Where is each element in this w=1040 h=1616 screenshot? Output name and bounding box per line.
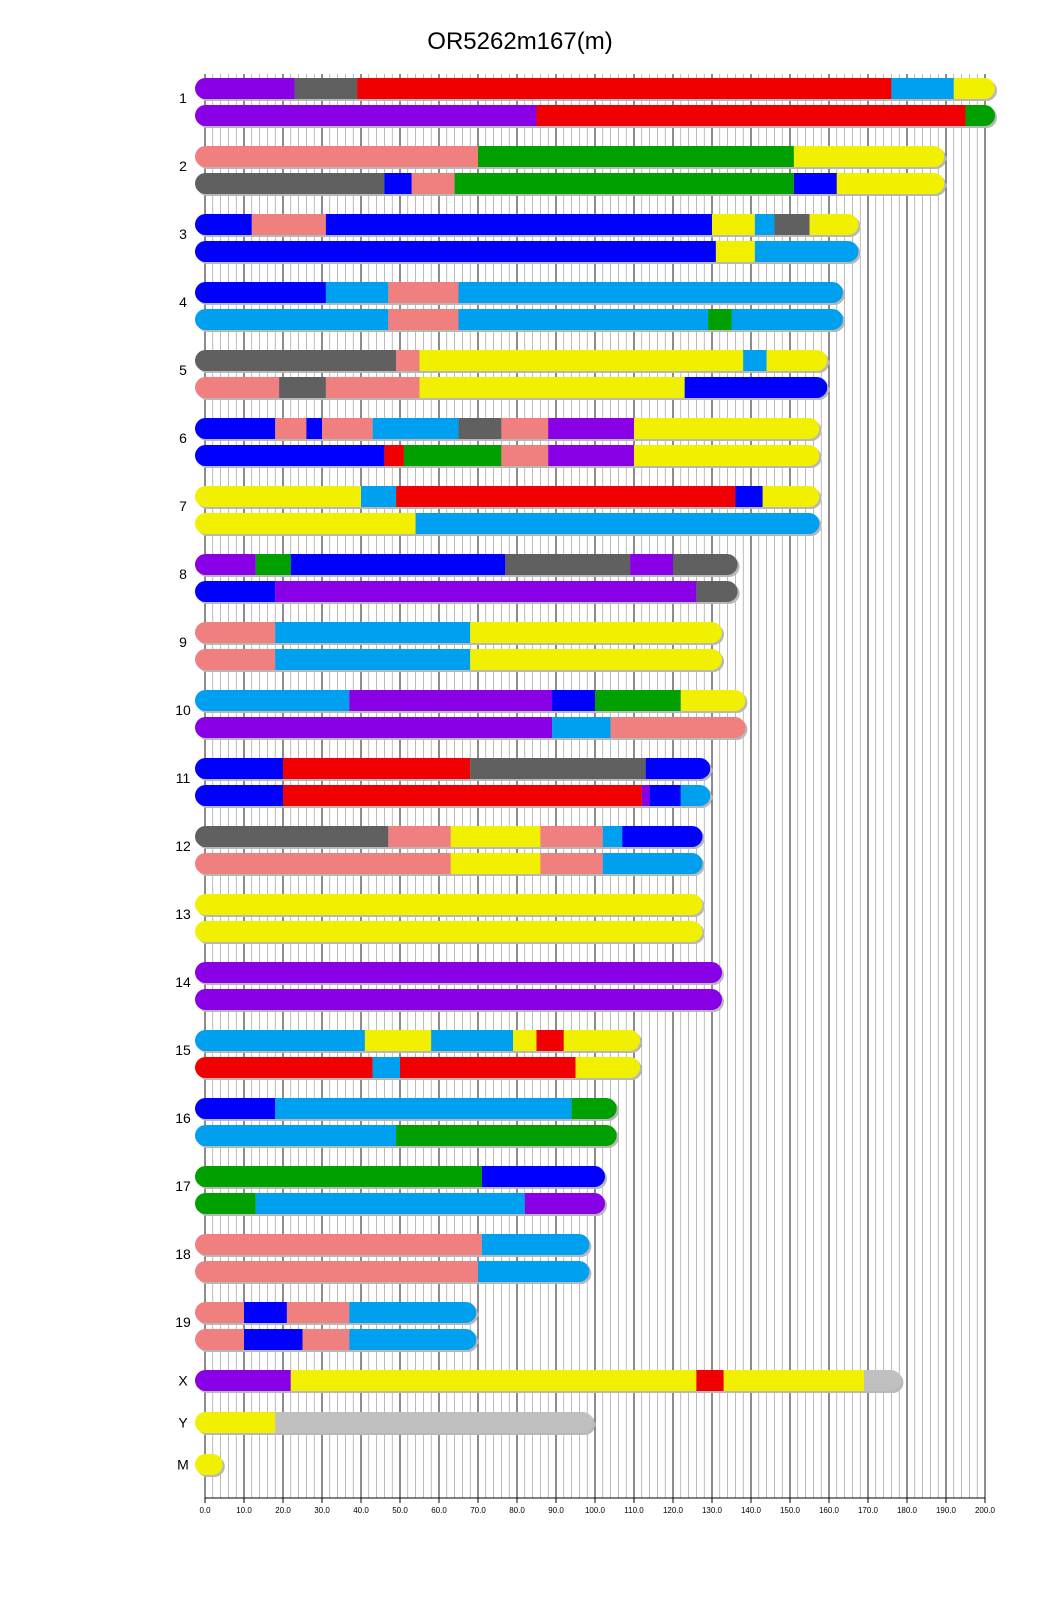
ancestry-segment [349,1302,476,1323]
haplotype-bar [195,1261,589,1282]
chromosome-label: Y [178,1414,188,1431]
ancestry-segment [954,78,995,99]
ancestry-segment [735,486,762,507]
ancestry-segment [295,78,357,99]
ancestry-segment [470,758,646,779]
ancestry-segment [275,649,470,670]
haplotype-bar [195,758,710,779]
ancestry-segment [252,214,326,235]
ancestry-segment [283,785,642,806]
haplotype-bar [195,146,944,167]
ancestry-segment [195,1261,478,1282]
ancestry-segment [195,146,478,167]
ancestry-segment [537,105,966,126]
haplotype-bar [195,962,722,983]
ancestry-segment [685,377,828,398]
ancestry-segment [724,1370,864,1391]
ancestry-segment [195,1057,373,1078]
ancestry-segment [708,309,731,330]
ancestry-segment [195,241,716,262]
haplotype-bar [195,649,722,670]
ancestry-segment [552,717,611,738]
haplotype-bar [195,173,944,194]
chromosome-label: 11 [175,770,191,786]
ancestry-segment [275,1098,571,1119]
ancestry-segment [412,173,455,194]
ancestry-segment [712,214,755,235]
ancestry-segment [306,418,322,439]
ancestry-segment [755,241,859,262]
chromosome-label: 10 [175,702,191,718]
ancestry-segment [256,1193,525,1214]
ancestry-segment [275,1412,593,1433]
ancestry-segment [451,853,541,874]
ancestry-segment [195,1302,244,1323]
ancestry-segment [195,1098,275,1119]
ancestry-segment [864,1370,901,1391]
haplotype-bar [195,1098,617,1119]
ancestry-segment [650,785,681,806]
haplotype-bar [195,486,820,507]
ancestry-segment [537,1030,564,1051]
ancestry-segment [195,853,451,874]
ancestry-segment [195,622,275,643]
chromosome-label: X [178,1372,188,1389]
chromosome-label: 16 [175,1110,191,1126]
ancestry-segment [681,690,746,711]
ancestry-segment [548,418,634,439]
ancestry-segment [365,1030,431,1051]
x-tick-label: 190.0 [935,1506,957,1515]
x-tick-label: 10.0 [236,1506,252,1515]
ancestry-segment [195,826,388,847]
ancestry-segment [287,1302,349,1323]
ancestry-segment [540,826,602,847]
ancestry-segment [767,350,828,371]
ancestry-segment [525,1193,605,1214]
ancestry-segment [774,214,809,235]
ancestry-segment [195,513,416,534]
ancestry-segment [564,1030,640,1051]
x-tick-label: 50.0 [392,1506,408,1515]
ancestry-segment [195,282,326,303]
ancestry-segment [279,377,326,398]
ancestry-segment [459,309,709,330]
haplotype-bar [195,105,995,126]
ancestry-segment [326,214,712,235]
haplotype-bar [195,1454,223,1475]
ancestry-segment [322,418,373,439]
ancestry-segment [195,377,279,398]
ancestry-segment [195,486,361,507]
ancestry-segment [572,1098,617,1119]
haplotype-bar [195,282,843,303]
ancestry-segment [195,758,283,779]
chromosome-label: 7 [179,498,187,514]
ancestry-segment [275,622,470,643]
ancestry-segment [696,1370,723,1391]
ancestry-segment [326,377,420,398]
x-tick-label: 100.0 [584,1506,606,1515]
ancestry-segment [891,78,953,99]
x-tick-label: 60.0 [431,1506,447,1515]
ancestry-segment [195,105,537,126]
ancestry-segment [420,350,744,371]
ancestry-segment [388,826,450,847]
ancestry-segment [388,282,458,303]
chromosome-label: 15 [175,1042,191,1058]
ancestry-segment [195,921,703,942]
ancestry-segment [603,853,703,874]
ancestry-segment [501,418,548,439]
haplotype-bar [195,350,827,371]
ancestry-segment [595,690,681,711]
ancestry-segment [642,785,650,806]
ancestry-segment [244,1329,303,1350]
chromosome-label: 14 [175,974,191,990]
x-tick-label: 120.0 [662,1506,684,1515]
ancestry-segment [501,445,548,466]
ancestry-segment [732,309,843,330]
ancestry-segment [195,962,722,983]
haplotype-bar [195,1166,605,1187]
ancestry-segment [195,1125,396,1146]
ancestry-segment [349,1329,476,1350]
x-tick-label: 30.0 [314,1506,330,1515]
ancestry-segment [195,649,275,670]
x-tick-label: 40.0 [353,1506,369,1515]
ancestry-segment [396,350,419,371]
ancestry-segment [195,581,275,602]
chromosome-label: 5 [179,362,187,378]
haplotype-bar [195,241,859,262]
haplotype-bar [195,214,859,235]
ancestry-segment [681,785,711,806]
chromosome-label: 18 [175,1246,191,1262]
x-tick-label: 130.0 [701,1506,723,1515]
ancestry-segment [303,1329,350,1350]
ancestry-segment [459,418,502,439]
ancestry-segment [195,554,256,575]
ancestry-segment [451,826,541,847]
haplotype-bar [195,853,703,874]
ancestry-segment [470,622,722,643]
x-tick-label: 150.0 [779,1506,801,1515]
ancestry-segment [195,78,295,99]
haplotype-bar [195,622,722,643]
ancestry-segment [603,826,623,847]
ancestry-segment [244,1302,287,1323]
ancestry-segment [195,894,703,915]
haplotype-bar [195,1370,901,1391]
ancestry-segment [716,241,755,262]
ancestry-segment [373,418,459,439]
ancestry-segment [195,1454,223,1475]
haplotype-bar [195,690,745,711]
ancestry-segment [195,1234,482,1255]
ancestry-segment [470,649,722,670]
ancestry-segment [195,690,349,711]
ancestry-segment [384,445,404,466]
ancestry-segment [646,758,711,779]
ancestry-segment [611,717,746,738]
chromosome-label: 1 [179,90,187,106]
ancestry-segment [622,826,702,847]
ancestry-segment [326,282,388,303]
x-axis [199,1498,995,1515]
haplotype-bar [195,377,827,398]
chromosome-label: 3 [179,226,187,242]
x-tick-label: 0.0 [199,1506,211,1515]
haplotype-bar [195,1193,605,1214]
chromosome-label: 12 [175,838,191,854]
ancestry-segment [195,1193,256,1214]
ancestry-segment [478,146,794,167]
haplotype-bar [195,554,738,575]
chromosome-label: 13 [175,906,191,922]
chromosome-labels [175,90,191,1473]
ancestry-segment [195,1329,244,1350]
ancestry-segment [396,1125,617,1146]
ancestry-segment [743,350,766,371]
x-tick-label: 140.0 [740,1506,762,1515]
ancestry-segment [195,717,552,738]
ancestry-segment [275,581,696,602]
ancestry-segment [478,1261,589,1282]
ancestry-segment [763,486,820,507]
ancestry-segment [630,554,673,575]
ancestry-segment [416,513,820,534]
ancestry-segment [810,214,859,235]
haplotype-bars [195,78,997,1477]
ancestry-segment [513,1030,536,1051]
haplotype-bar [195,717,745,738]
ancestry-segment [673,554,738,575]
ancestry-segment [505,554,630,575]
haplotype-bar [195,78,995,99]
ancestry-segment [794,146,944,167]
haplotype-bar [195,513,820,534]
ancestry-segment [373,1057,400,1078]
chromosome-label: 8 [179,566,187,582]
ancestry-segment [576,1057,641,1078]
ancestry-segment [696,581,737,602]
haplotype-bar [195,826,703,847]
ancestry-segment [459,282,843,303]
ancestry-segment [384,173,411,194]
ancestry-segment [396,486,735,507]
ancestry-segment [195,1166,482,1187]
ancestry-segment [540,853,602,874]
haplotype-bar [195,894,703,915]
ancestry-segment [195,350,396,371]
haplotype-bar [195,785,710,806]
ancestry-segment [195,1370,291,1391]
ancestry-segment [388,309,458,330]
chromosome-label: 19 [175,1314,191,1330]
ancestry-segment [195,418,275,439]
haplotype-bar [195,1030,640,1051]
x-tick-label: 20.0 [275,1506,291,1515]
ancestry-segment [482,1234,590,1255]
chart-title: OR5262m167(m) [427,28,613,55]
haplotype-bar [195,921,703,942]
chromosome-label: 6 [179,430,187,446]
x-tick-label: 180.0 [896,1506,918,1515]
ancestry-segment [548,445,634,466]
ancestry-segment [431,1030,513,1051]
ancestry-segment [634,418,820,439]
haplotype-bar [195,1302,476,1323]
chromosome-label: 9 [179,634,187,650]
haplotype-bar [195,418,820,439]
ancestry-segment [195,214,252,235]
chromosome-label: 2 [179,158,187,174]
ancestry-segment [794,173,837,194]
chromosome-label: 17 [175,1178,191,1194]
ancestry-segment [195,785,283,806]
haplotype-bar [195,1234,589,1255]
haplotype-bar [195,309,843,330]
haplotype-bar [195,1329,476,1350]
ancestry-segment [195,309,388,330]
haplotype-bar [195,1125,617,1146]
ancestry-segment [482,1166,605,1187]
x-tick-label: 200.0 [974,1506,996,1515]
ancestry-segment [291,554,506,575]
ancestry-segment [275,418,306,439]
ancestry-segment [837,173,945,194]
ancestry-segment [256,554,291,575]
ancestry-segment [400,1057,576,1078]
ancestry-segment [195,173,384,194]
ancestry-segment [966,105,996,126]
ancestry-segment [357,78,891,99]
ancestry-segment [349,690,552,711]
haplotype-bar [195,581,738,602]
ancestry-segment [195,1030,365,1051]
x-tick-label: 80.0 [509,1506,525,1515]
ancestry-segment [195,989,722,1010]
ancestry-segment [291,1370,697,1391]
x-tick-label: 110.0 [624,1506,644,1515]
haplotype-bar [195,1412,593,1433]
haplotype-bar [195,989,722,1010]
x-tick-label: 70.0 [470,1506,486,1515]
haplotype-bar [195,445,820,466]
chromosome-label: M [177,1456,189,1473]
ancestry-segment [404,445,502,466]
ancestry-segment [361,486,396,507]
x-tick-label: 90.0 [548,1506,564,1515]
ancestry-segment [634,445,820,466]
ancestry-segment [455,173,794,194]
ancestry-segment [283,758,470,779]
haplotype-bar [195,1057,640,1078]
ancestry-segment [195,445,384,466]
ancestry-segment [552,690,595,711]
chromosome-label: 4 [179,294,187,310]
ancestry-segment [755,214,775,235]
ancestry-segment [420,377,685,398]
x-tick-label: 160.0 [818,1506,840,1515]
ancestry-segment [195,1412,275,1433]
x-tick-label: 170.0 [857,1506,879,1515]
